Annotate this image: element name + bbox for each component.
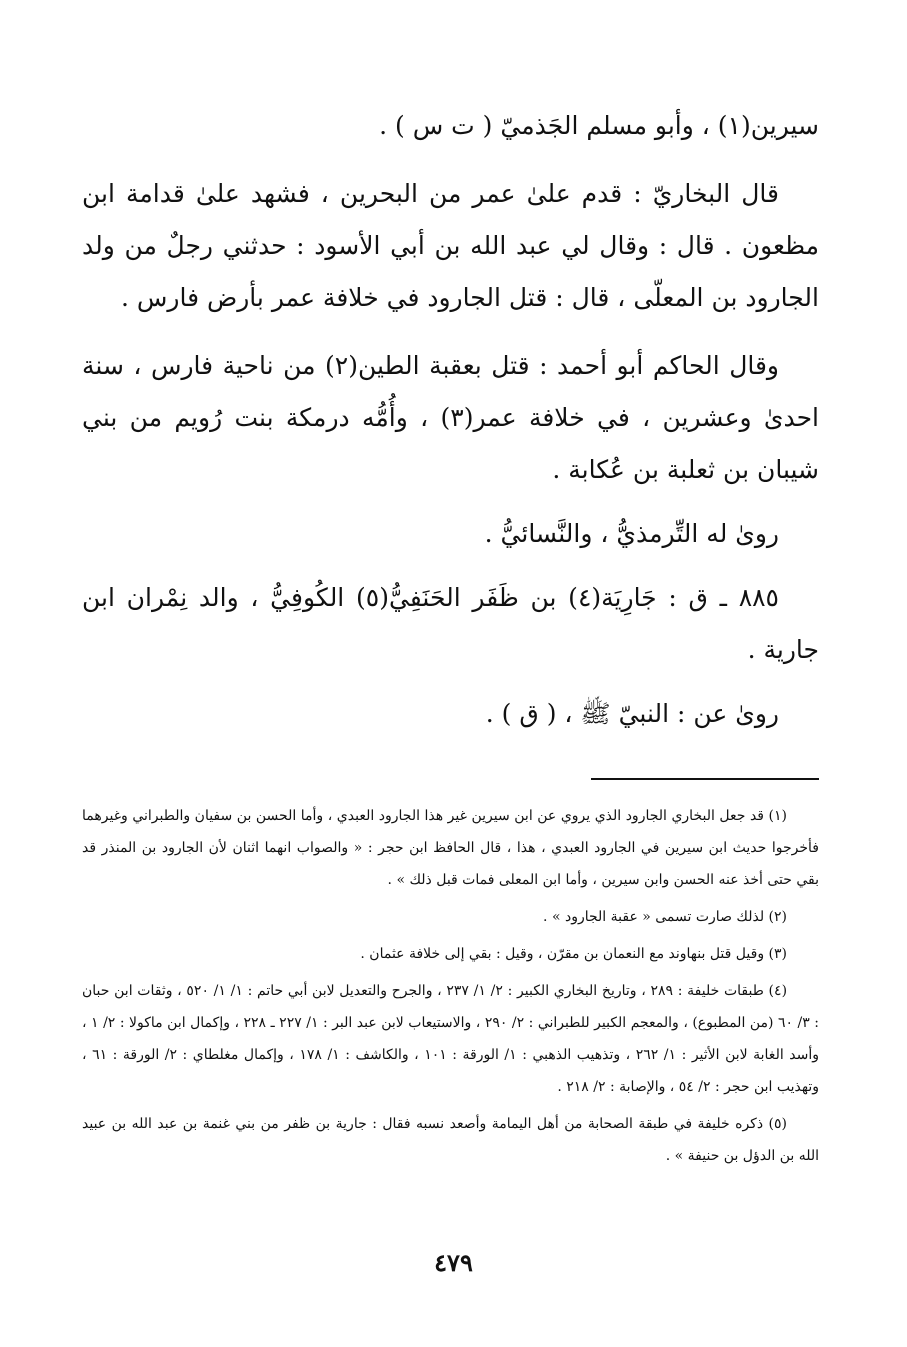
main-paragraph-1: سيرين(١) ، وأبو مسلم الجَذميّ ( ت س ) . <box>379 111 819 140</box>
entry-heading-885: ٨٨٥ ـ ق : جَارِيَة(٤) بن ظَفَر الحَنَفِيُّ(٥) الكُوفِيُّ ، والد نِمْران ابن جارية . <box>82 583 819 664</box>
footnote-1: (١) قد جعل البخاري الجارود الذي يروي عن ابن سيرين غير هذا الجارود العبدي ، وأما الحسن بن سفيان والطبراني وغيرهما فأخرجوا حديث ابن سيرين في الجارود العبدي ، هذا ، قال الحافظ ابن حجر : « والصواب انهما اثنان لأن الجارود بن المنذر قد بقي حتى أخذ عنه الحسن وابن سيرين ، وأما ابن المعلى فمات قبل ذلك » . <box>82 808 819 888</box>
footnote-2: (٢) لذلك صارت تسمى « عقبة الجارود » . <box>543 909 787 925</box>
main-paragraph-6: روىٰ عن : النبيّ ﷺ ، ( ق ) . <box>485 699 779 728</box>
footnote-3: (٣) وقيل قتل بنهاوند مع النعمان بن مقرّن ، وقيل : بقي إلى خلافة عثمان . <box>360 946 787 962</box>
footnote-5: (٥) ذكره خليفة في طبقة الصحابة من أهل اليمامة وأصعد نسبه فقال : جارية بن ظفر من بني غنمة بن عبد الله بن عبيد الله بن الدؤل بن حنيفة » . <box>82 1116 819 1164</box>
footnotes <box>82 800 819 1172</box>
main-paragraph-3: وقال الحاكم أبو أحمد : قتل بعقبة الطين(٢) من ناحية فارس ، سنة احدىٰ وعشرين ، في خلافة عمر(٣) ، وأُمُّه درمكة بنت رُويم من بني شيبان بن ثعلبة بن عُكابة . <box>82 351 819 484</box>
footnote-separator <box>591 778 819 780</box>
page-number: ٤٧٩ <box>434 1248 473 1277</box>
main-paragraph-2: قال البخاريّ : قدم علىٰ عمر من البحرين ، فشهد علىٰ قدامة ابن مظعون . قال : وقال لي عبد الله بن أبي الأسود : حدثني رجلٌ من ولد الجارود بن المعلّى ، قال : قتل الجارود في خلافة عمر بأرض فارس . <box>82 179 819 312</box>
main-text <box>82 100 819 740</box>
footnote-4: (٤) طبقات خليفة : ٢٨٩ ، وتاريخ البخاري الكبير : ٢/ ١/ ٢٣٧ ، والجرح والتعديل لابن أبي حاتم : ١/ ١/ ٥٢٠ ، وثقات ابن حبان : ٣/ ٦٠ (من المطبوع) ، والمعجم الكبير للطبراني : ٢/ ٢٩٠ ، والاستيعاب لابن عبد البر : ١/ ٢٢٧ ـ ٢٢٨ ، وإكمال ابن ماكولا : ٢/ ١ ، وأسد الغابة لابن الأثير : ١/ ٢٦٢ ، وتذهيب الذهبي : ١/ الورقة : ١٠١ ، والكاشف : ١/ ١٧٨ ، وإكمال مغلطاي : ٢/ الورقة : ٦١ ، وتهذيب ابن حجر : ٢/ ٥٤ ، والإصابة : ٢/ ٢١٨ . <box>82 983 819 1095</box>
main-paragraph-4: روىٰ له التِّرمذيُّ ، والنَّسائيُّ . <box>484 519 779 548</box>
